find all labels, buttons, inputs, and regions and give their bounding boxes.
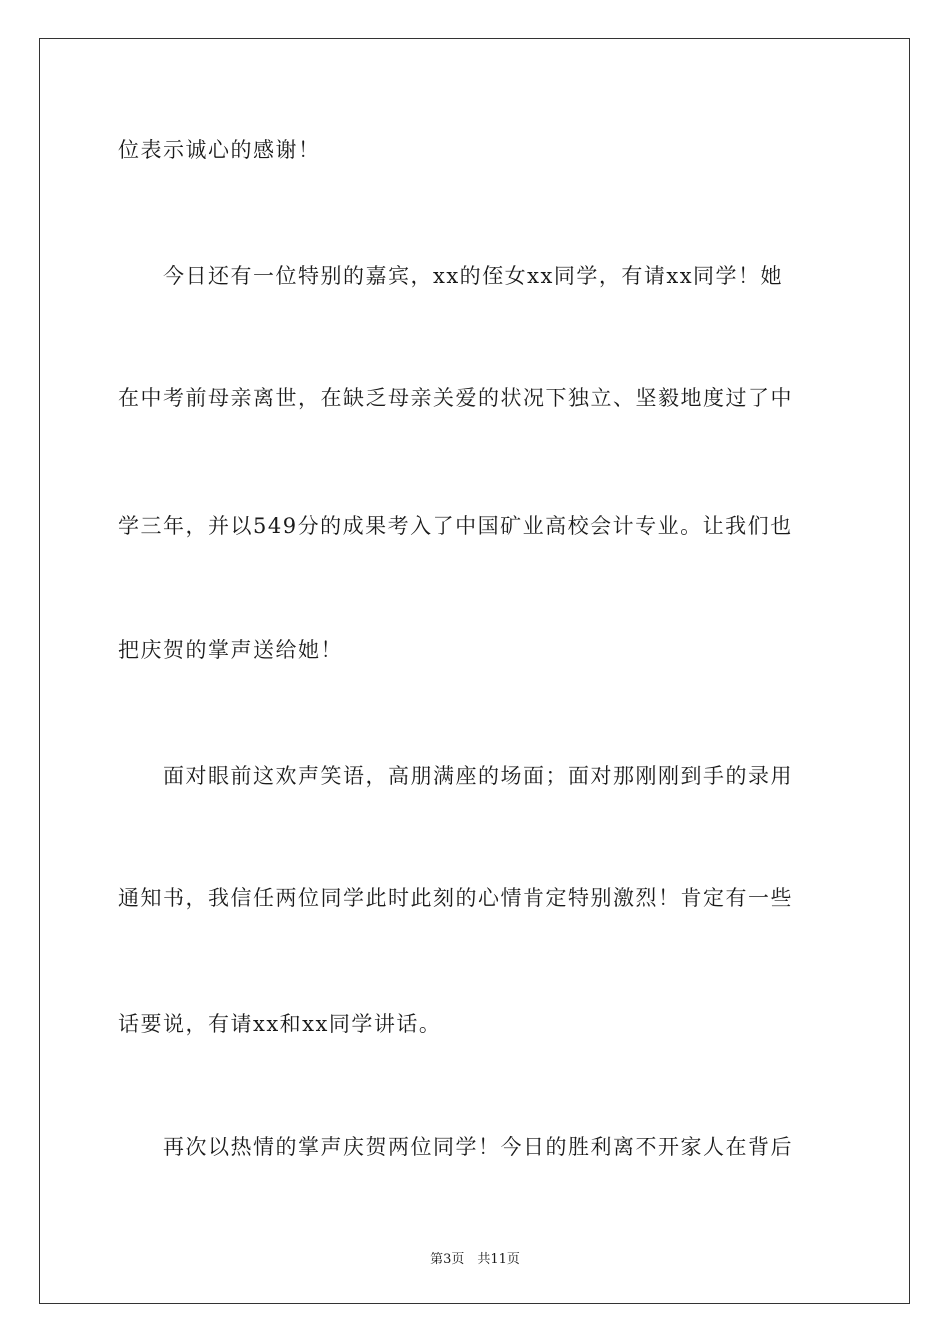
text-line: 再次以热情的掌声庆贺两位同学！今日的胜利离不开家人在背后 — [118, 1135, 793, 1159]
text-line: 通知书，我信任两位同学此时此刻的心情肯定特别激烈！肯定有一些 — [118, 886, 793, 910]
text-line: 今日还有一位特别的嘉宾，xx的侄女xx同学，有请xx同学！她 — [118, 264, 784, 288]
text-line: 话要说，有请xx和xx同学讲话。 — [118, 1012, 442, 1036]
text-line: 把庆贺的掌声送给她！ — [118, 638, 343, 662]
text-line: 位表示诚心的感谢！ — [118, 138, 321, 162]
text-line: 学三年，并以549分的成果考入了中国矿业高校会计专业。让我们也 — [118, 514, 793, 538]
text-line: 在中考前母亲离世，在缺乏母亲关爱的状况下独立、坚毅地度过了中 — [118, 386, 793, 410]
page-border — [39, 38, 910, 1304]
page-number-footer: 第3页 共11页 — [430, 1252, 520, 1267]
text-line: 面对眼前这欢声笑语，高朋满座的场面；面对那刚刚到手的录用 — [118, 764, 793, 788]
